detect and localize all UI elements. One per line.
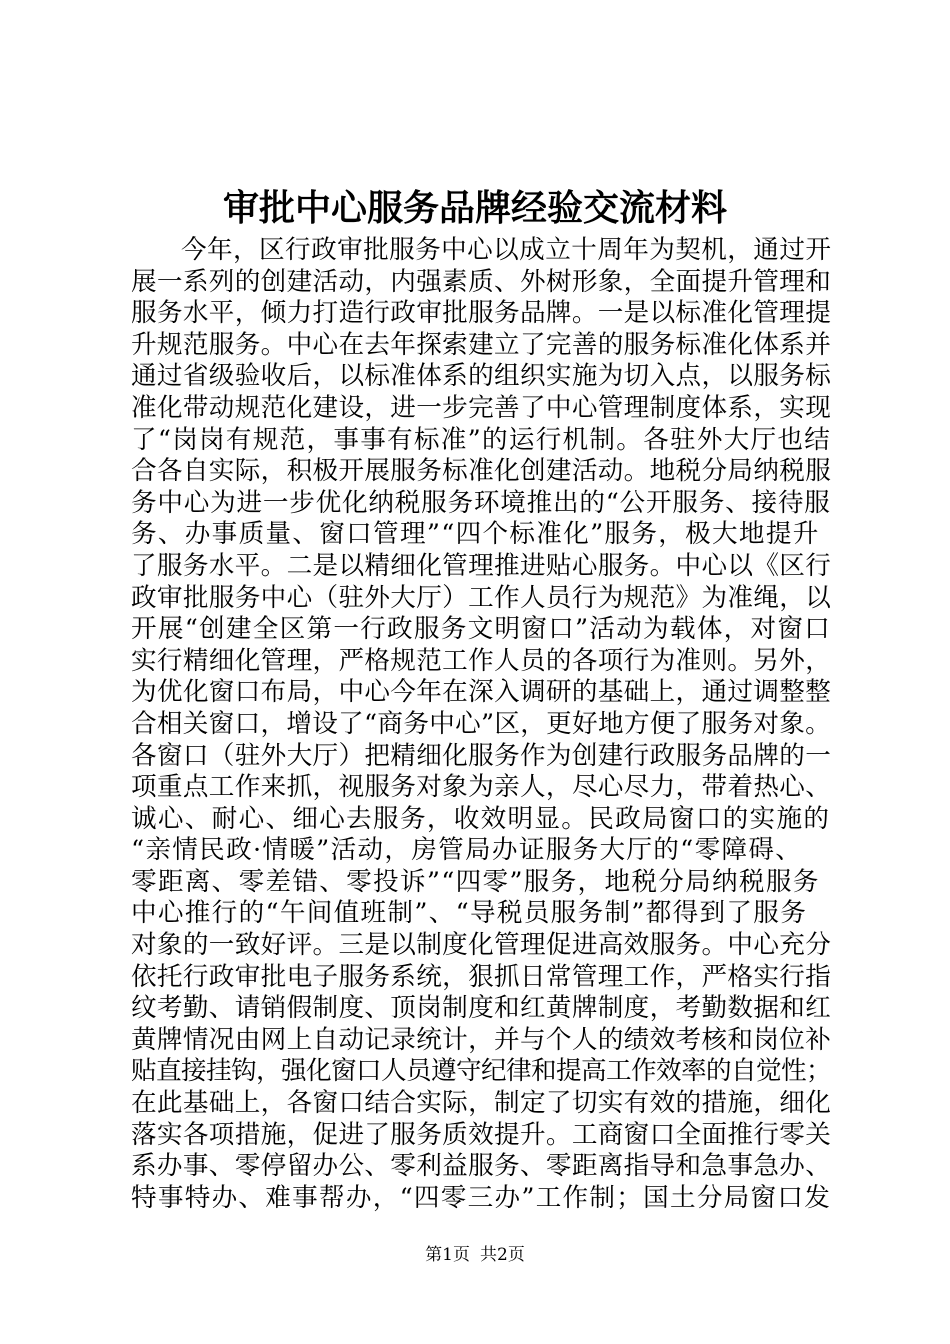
paragraph-line: “亲情民政·情暖”活动，房管局办证服务大厅的“零障碍、 xyxy=(131,835,803,866)
paragraph-line: 务中心为进一步优化纳税服务环境推出的“公开服务、接待服 xyxy=(131,487,831,518)
paragraph-line: 展一系列的创建活动，内强素质、外树形象，全面提升管理和 xyxy=(131,266,831,297)
paragraph-line: 通过省级验收后，以标准体系的组织实施为切入点，以服务标 xyxy=(131,361,831,392)
paragraph-line: 中心推行的“午间值班制”、“导税员服务制”都得到了服务 xyxy=(131,898,808,929)
paragraph-line: 纹考勤、请销假制度、顶岗制度和红黄牌制度，考勤数据和红 xyxy=(131,993,831,1024)
paragraph-line: 了服务水平。二是以精细化管理推进贴心服务。中心以《区行 xyxy=(131,550,831,581)
paragraph-line: 对象的一致好评。三是以制度化管理促进高效服务。中心充分 xyxy=(131,930,831,961)
paragraph-line: 升规范服务。中心在去年探索建立了完善的服务标准化体系并 xyxy=(131,329,831,360)
paragraph-line: 项重点工作来抓，视服务对象为亲人，尽心尽力，带着热心、 xyxy=(131,772,831,803)
paragraph-line: 系办事、零停留办公、零利益服务、零距离指导和急事急办、 xyxy=(131,1151,831,1182)
paragraph-line: 在此基础上，各窗口结合实际，制定了切实有效的措施，细化 xyxy=(131,1088,831,1119)
document-body xyxy=(131,235,831,1214)
paragraph-line: 诚心、耐心、细心去服务，收效明显。民政局窗口的实施的 xyxy=(131,803,831,834)
paragraph-line: 合相关窗口，增设了“商务中心”区，更好地方便了服务对象。 xyxy=(131,708,831,739)
paragraph-line: 各窗口（驻外大厅）把精细化服务作为创建行政服务品牌的一 xyxy=(131,740,831,771)
paragraph-line: 合各自实际，积极开展服务标准化创建活动。地税分局纳税服 xyxy=(131,456,831,487)
paragraph-line: 今年，区行政审批服务中心以成立十周年为契机，通过开 xyxy=(181,235,831,265)
paragraph-line: 实行精细化管理，严格规范工作人员的各项行为准则。另外， xyxy=(131,645,831,676)
paragraph-line: 开展“创建全区第一行政服务文明窗口”活动为载体，对窗口 xyxy=(131,614,831,645)
paragraph-line: 务、办事质量、窗口管理”“四个标准化”服务，极大地提升 xyxy=(131,519,820,550)
paragraph-line: 黄牌情况由网上自动记录统计，并与个人的绩效考核和岗位补 xyxy=(131,1024,831,1055)
paragraph-line: 落实各项措施，促进了服务质效提升。工商窗口全面推行零关 xyxy=(131,1119,831,1150)
paragraph-line: 贴直接挂钩，强化窗口人员遵守纪律和提高工作效率的自觉性； xyxy=(131,1056,831,1087)
paragraph-line: 零距离、零差错、零投诉”“四零”服务，地税分局纳税服务 xyxy=(131,866,820,897)
paragraph-line: 为优化窗口布局，中心今年在深入调研的基础上，通过调整整 xyxy=(131,677,831,708)
paragraph-line: 政审批服务中心（驻外大厅）工作人员行为规范》为准绳，以 xyxy=(131,582,831,613)
paragraph-line: 服务水平，倾力打造行政审批服务品牌。一是以标准化管理提 xyxy=(131,298,831,329)
paragraph-line: 特事特办、难事帮办，“四零三办”工作制；国土分局窗口发 xyxy=(131,1182,831,1213)
paragraph-line: 准化带动规范化建设，进一步完善了中心管理制度体系，实现 xyxy=(131,392,831,423)
page-number-total: 共2页 xyxy=(480,1245,525,1265)
paragraph-line: 依托行政审批电子服务系统，狠抓日常管理工作，严格实行指 xyxy=(131,961,831,992)
page-number-current: 第1页 xyxy=(425,1245,470,1265)
document-title: 审批中心服务品牌经验交流材料 xyxy=(222,187,727,229)
page-footer xyxy=(0,1244,950,1266)
paragraph-line: 了“岗岗有规范，事事有标准”的运行机制。各驻外大厅也结 xyxy=(131,424,831,455)
